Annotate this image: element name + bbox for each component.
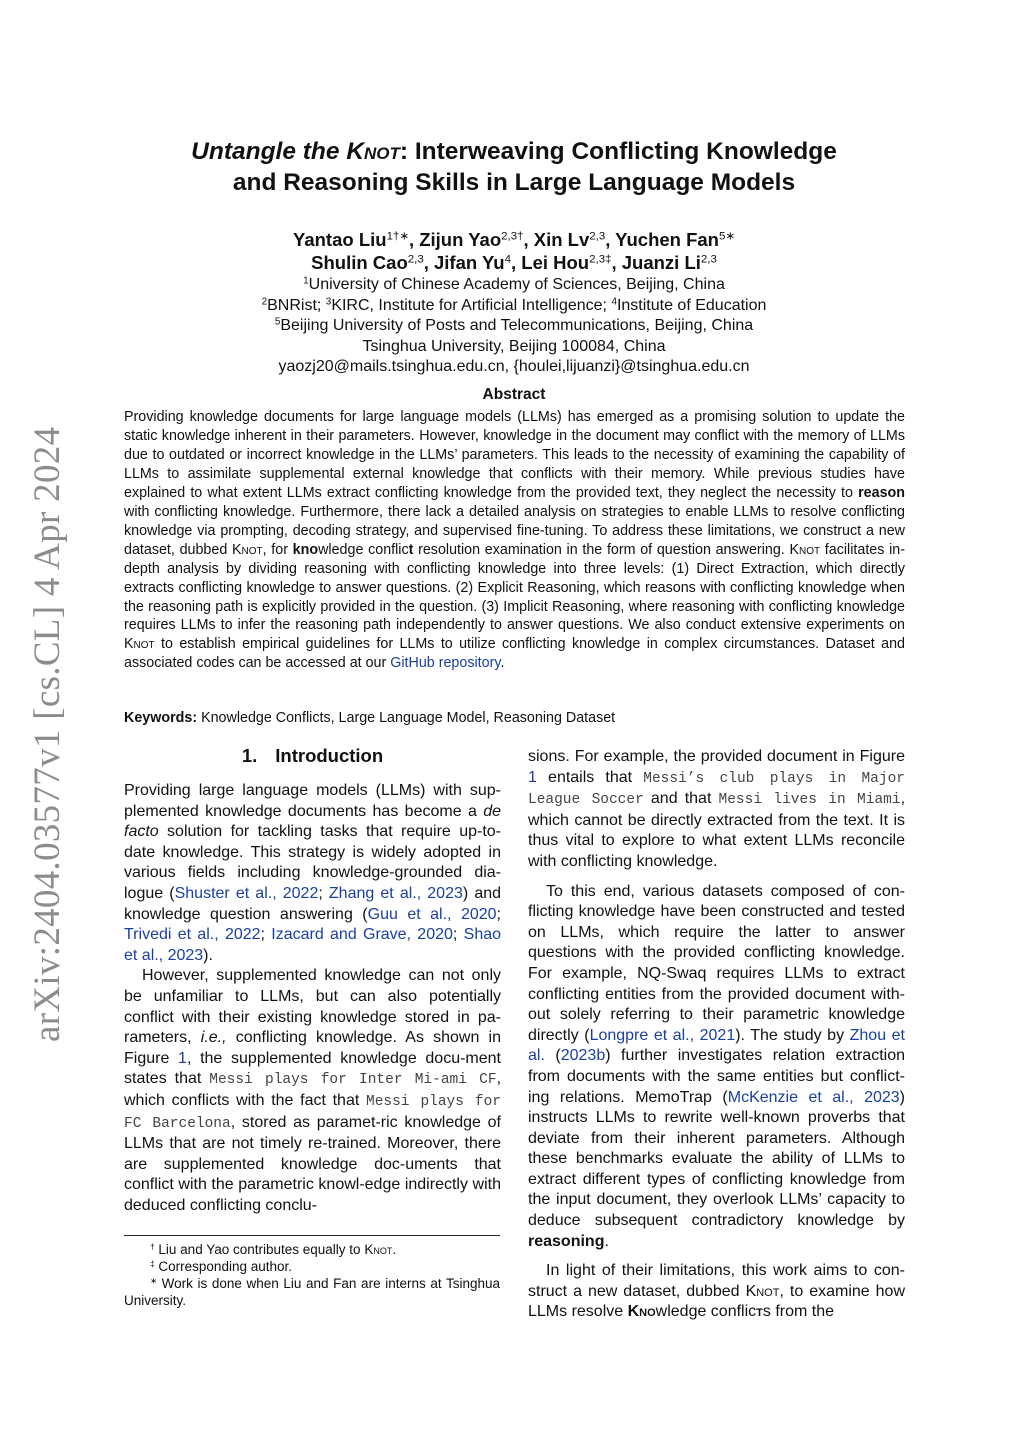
- affil-mark: 3: [325, 296, 332, 308]
- intro-paragraph-1: [124, 781, 501, 966]
- body-italic: i.e.,: [200, 1029, 227, 1047]
- footnote-mark: ∗: [150, 1275, 158, 1286]
- body-text: sions. For example, the provided document in Figure: [528, 748, 905, 765]
- paper-title: [124, 136, 904, 198]
- body-italic: de facto: [124, 802, 501, 841]
- knot-name: Knot: [789, 541, 821, 558]
- footnote-interns: [124, 1275, 500, 1309]
- citation-link[interactable]: Guu et al., 2020: [367, 905, 497, 923]
- body-text: conflicting knowledge. As shown in Figure: [124, 1029, 502, 1067]
- right-paragraph-1: [528, 747, 905, 873]
- body-text: wledge conflic: [655, 1303, 757, 1321]
- body-text: To this end, various datasets composed of con-flicting knowledge have been constructed and tested on LLMs, which require the latter to answer questions with the provided conflicting knowledge. For example, NQ-Swaq requires LLMs to extract conflicting entities from the provided document with-out solely referring to their parametric knowledge directly (: [528, 882, 905, 1044]
- citation-link[interactable]: Shao et al., 2023: [124, 926, 502, 964]
- knot-name: Knot: [364, 1242, 393, 1257]
- knot-name: Knot: [124, 636, 155, 653]
- footnote-mark: ‡: [150, 1258, 155, 1269]
- author-mark: 2,3: [407, 253, 424, 266]
- abstract-text: wledge conflic: [318, 541, 409, 558]
- affil-mark: 1: [303, 275, 309, 287]
- author-mark: 2,3: [700, 253, 717, 266]
- body-text: s from the: [762, 1303, 835, 1321]
- affiliation-line: University of Chinese Academy of Sciences, Beijing, China: [308, 276, 725, 293]
- body-bold: reasoning: [528, 1232, 605, 1250]
- title-line2: and Reasoning Skills in Large Language Models: [232, 169, 796, 196]
- abstract-text: facilitates in-depth analysis by dividing reasoning with conflicting knowledge into three levels: (1) Direct Extraction, which directly extracts conflicting knowledge to answer questions. (2) Explicit Reasoning, which reasons with conflicting knowledge when the reasoning path is explicitly provided in the question. (3) Implicit Reasoning, where reasoning with conflicting knowledge requires LLMs to infer the reasoning path independently to answer questions. We also conduct extensive experiments on: [124, 541, 905, 634]
- figure-link[interactable]: 1: [528, 768, 537, 786]
- affil-mark: 2: [261, 296, 268, 308]
- footnotes: [124, 1235, 500, 1309]
- body-text: .: [604, 1232, 609, 1250]
- body-text: (: [544, 1047, 561, 1065]
- title-italic-lead: Untangle the: [191, 138, 347, 165]
- contact-emails: yaozj20@mails.tsinghua.edu.cn, {houlei,lijuanzi}@tsinghua.edu.cn: [278, 358, 750, 375]
- arxiv-identifier: arXiv:2404.03577v1 [cs.CL] 4 Apr 2024: [27, 426, 68, 1042]
- right-paragraph-3: [528, 1261, 905, 1323]
- body-text: ;: [318, 884, 329, 902]
- body-text: , which cannot be directly extracted from the text. It is thus vital to explore to what extent LLMs reconcile with conflicting knowledge.: [528, 790, 906, 870]
- code-snippet: Messi plays for FC Barcelona: [124, 1093, 502, 1132]
- right-column: [528, 747, 905, 1323]
- abstract-heading: Abstract: [482, 386, 546, 403]
- author-list: Yantao Liu$^{1\dagger∗}$, Zijun Yao$^{2,3\dagger}$, Xin Lv$^{2,3}$, Yuchen Fan$^{5∗}$ Shulin Cao$^{2,3}$, Jifan Yu$^4$, Lei Hou$^{2,3\ddagger}$, Juanzi Li$^{2,3}$: [293, 229, 735, 273]
- citation-link[interactable]: Longpre et al., 2021: [589, 1026, 736, 1044]
- body-text: ;: [260, 926, 272, 944]
- author-name: Lei Hou: [521, 252, 590, 273]
- author-mark: 1†∗: [386, 230, 409, 243]
- citation-link[interactable]: Shuster et al., 2022: [174, 884, 319, 902]
- body-text: ) further investigates relation extraction from documents with the same entities but conflict-ing relations. MemoTrap (: [528, 1047, 906, 1106]
- affiliation-line: KIRC, Institute for Artificial Intelligence;: [331, 296, 612, 314]
- author-name: Shulin Cao: [311, 252, 408, 273]
- author-name: Zijun Yao: [419, 229, 502, 250]
- body-bold: t: [756, 1303, 763, 1321]
- affiliations: [124, 275, 904, 378]
- code-snippet: Messi plays for Inter Mi-ami CF: [209, 1072, 497, 1089]
- footnote-equal-contribution: [124, 1241, 500, 1258]
- footnote-text: Corresponding author.: [154, 1259, 292, 1274]
- citation-link[interactable]: Zhang et al., 2023: [328, 884, 463, 902]
- footnote-corresponding: [124, 1258, 500, 1275]
- author-mark: 2,3†: [501, 230, 524, 243]
- body-text: solution for tackling tasks that require up-to-date knowledge. This strategy is widely adopted in various fields including knowledge-grounded dia-logue (: [124, 823, 501, 902]
- abstract-bold: kno: [292, 541, 319, 558]
- body-text: In light of their limitations, this work aims to con-struct a new dataset, dubbed: [528, 1262, 905, 1300]
- code-snippet: Messi lives in Miami: [718, 792, 901, 809]
- author-name: Juanzi Li: [621, 252, 701, 273]
- abstract-bold: t: [408, 541, 414, 558]
- affiliation-line: Institute of Education: [616, 296, 767, 314]
- affiliation-line: Tsinghua University, Beijing 100084, China: [362, 337, 666, 355]
- left-column: [124, 745, 501, 1216]
- figure-link[interactable]: 1: [178, 1049, 187, 1067]
- abstract-body: [124, 408, 905, 673]
- abstract-bold: reason: [858, 484, 905, 501]
- footnote-text: .: [392, 1242, 397, 1257]
- section-number: 1.: [241, 745, 258, 766]
- author-name: Yuchen Fan: [615, 229, 719, 250]
- affil-mark: 4: [611, 296, 617, 308]
- body-text: Providing large language models (LLMs) with sup-plemented knowledge documents has become a: [124, 782, 501, 820]
- body-text: However, supplemented knowledge can not only be unfamiliar to LLMs, but can also potentially conflict with their existing knowledge stored in pa-rameters,: [124, 967, 501, 1047]
- abstract-text: with conflicting knowledge. Furthermore, there lack a detailed analysis on strategies to enable LLMs to resolve conflicting knowledge via prompting, decoding strategy, and supervised fine-tuning. To address these limitations, we construct a new dataset, dubbed: [124, 503, 905, 558]
- knot-name: Knot: [745, 1282, 780, 1300]
- body-text: , the supplemented knowledge docu-ment states that: [124, 1049, 502, 1088]
- body-text: entails that: [536, 768, 644, 786]
- abstract-text: Providing knowledge documents for large language models (LLMs) has emerged as a promising solution to update the static knowledge inherent in their parameters. However, knowledge in the document may conflict with the memory of LLMs due to outdated or incorrect knowledge in the LLMs’ parameters. This leads to the necessity of examining the capability of LLMs to assimilate supplemental external knowledge that conflicts with their memory. While previous studies have explained to what extent LLMs extract conflicting knowledge from the provided text, they neglect the necessity to: [124, 409, 905, 501]
- citation-link[interactable]: McKenzie et al., 2023: [727, 1088, 900, 1106]
- knot-name: Knot: [231, 541, 263, 558]
- abstract-text: .: [500, 655, 505, 672]
- title-rest-line1: : Interweaving Conflicting Knowledge: [399, 138, 837, 165]
- body-bold: Kno: [627, 1303, 656, 1321]
- body-text: and that: [643, 790, 719, 808]
- abstract-text: resolution examination in the form of question answering.: [413, 541, 790, 558]
- keywords-text: Knowledge Conflicts, Large Language Model, Reasoning Dataset: [197, 710, 616, 726]
- title-knot: Knot: [346, 138, 400, 165]
- body-text: , which conflicts with the fact that: [124, 1070, 502, 1109]
- affiliation-line: Beijing University of Posts and Telecommunications, Beijing, China: [280, 317, 754, 334]
- author-mark: 5∗: [718, 230, 735, 243]
- keywords: [124, 710, 905, 726]
- intro-paragraph-2: [124, 966, 501, 1216]
- affiliation-line: BNRist;: [267, 296, 326, 314]
- author-mark: 2,3‡: [589, 253, 612, 266]
- body-text: ;: [496, 905, 501, 923]
- keywords-label: Keywords:: [124, 710, 198, 726]
- body-text: , stored as paramet-ric knowledge of LLMs that are not timely re-trained. Moreover, there are supplemented knowledge doc-uments that conflict with the parametric knowl-edge indirectly with deduced conflicting conclu-: [124, 1113, 501, 1214]
- abstract-text: to establish empirical guidelines for LLMs to utilize conflicting knowledge in complex circumstances. Dataset and associated codes can be accessed at our: [124, 636, 905, 672]
- body-text: ). The study by: [735, 1026, 850, 1044]
- body-text: ) instructs LLMs to rewrite well-known proverbs that deviate from their inherent parameters. Although these benchmarks evaluate the ability of LLMs to extract different types of conflicting knowledge from the input document, they overlook LLMs’ capacity to deduce subsequent contradictory knowledge by: [528, 1088, 905, 1230]
- citation-link[interactable]: Trivedi et al., 2022: [124, 926, 261, 944]
- citation-link[interactable]: Izacard and Grave, 2020: [271, 926, 453, 944]
- body-text: ) and knowledge question answering (: [124, 884, 502, 923]
- affil-mark: 5: [274, 316, 281, 328]
- footnote-text: Work is done when Liu and Fan are interns at Tsinghua University.: [124, 1276, 500, 1308]
- body-text: ).: [203, 946, 213, 964]
- body-text: , to examine how LLMs resolve: [528, 1282, 906, 1321]
- abstract-text: , for: [262, 541, 293, 558]
- author-name: Yantao Liu: [293, 229, 387, 250]
- author-mark: 4: [504, 253, 511, 266]
- citation-link[interactable]: Zhou et al.: [528, 1026, 905, 1065]
- author-name: Jifan Yu: [434, 252, 505, 273]
- section-heading: [124, 745, 501, 767]
- right-paragraph-2: [528, 882, 905, 1253]
- author-mark: 2,3: [589, 230, 606, 243]
- footnote-text: Liu and Yao contributes equally to: [154, 1242, 365, 1257]
- citation-link[interactable]: 2023b: [560, 1047, 606, 1065]
- section-title: Introduction: [275, 745, 384, 766]
- author-name: Xin Lv: [533, 229, 590, 250]
- footnote-mark: †: [150, 1241, 155, 1252]
- github-repository-link[interactable]: GitHub repository: [390, 655, 501, 672]
- code-snippet: Messi’s club plays in Major League Soccer: [528, 770, 905, 809]
- body-text: ;: [452, 926, 464, 944]
